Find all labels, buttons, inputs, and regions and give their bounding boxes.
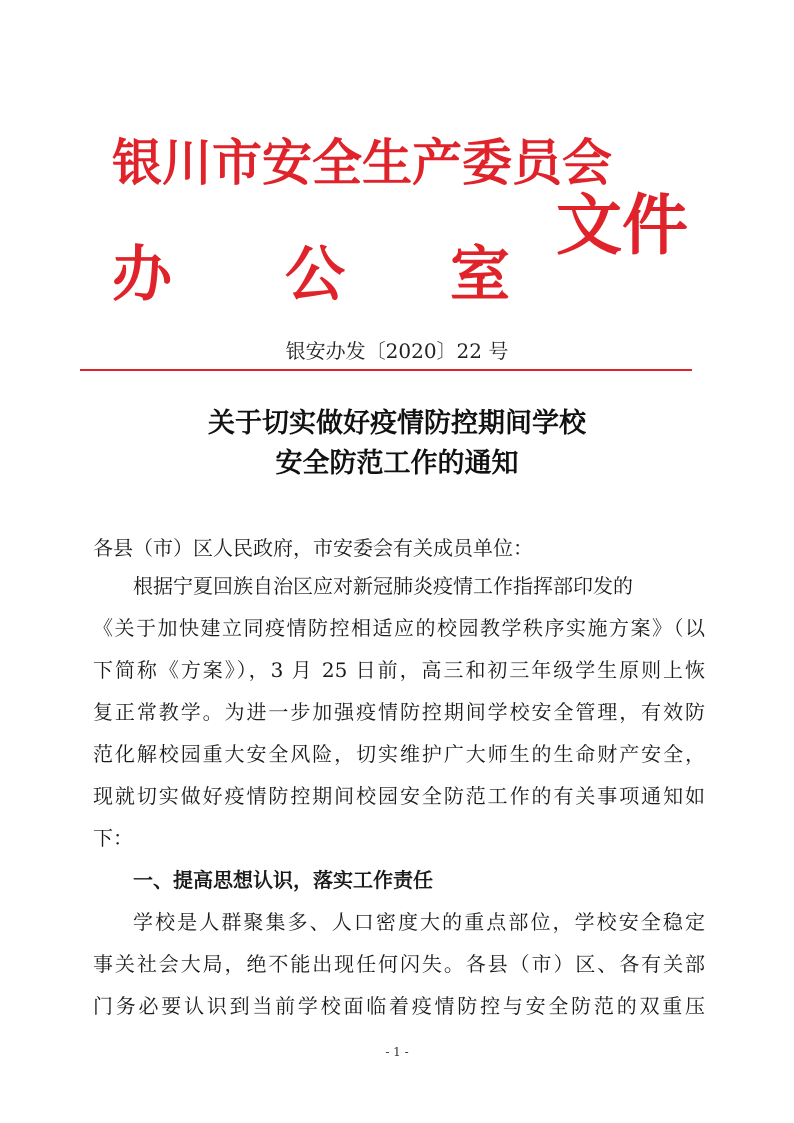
salutation: 各县（市）区人民政府，市安委会有关成员单位： (93, 536, 533, 560)
paragraph-2-line: 学校是人群聚集多、人口密度大的重点部位，学校安全稳定 (133, 910, 705, 934)
paragraph-1-line: 根据宁夏回族自治区应对新冠肺炎疫情工作指挥部印发的 (133, 574, 633, 598)
paragraph-2-line: 门务必要认识到当前学校面临着疫情防控与安全防范的双重压 (93, 994, 705, 1018)
issuer-office-char-3: 室 (450, 240, 510, 310)
issuer-office-char-1: 办 (112, 240, 172, 310)
page-number: - 1 - (385, 1045, 409, 1059)
paragraph-2-line: 事关社会大局，绝不能出现任何闪失。各县（市）区、各有关部 (93, 952, 705, 976)
red-divider-line (80, 369, 692, 371)
paragraph-1-line: 下简称《方案》），3 月 25 日前，高三和初三年级学生原则上恢 (93, 658, 705, 682)
paragraph-1-line: 复正常教学。为进一步加强疫情防控期间学校安全管理，有效防 (93, 700, 705, 724)
paragraph-1-line: 现就切实做好疫情防控期间校园安全防范工作的有关事项通知如 (93, 784, 705, 808)
document-type-label: 文件 (556, 187, 688, 264)
section-heading-1: 一、提高思想认识，落实工作责任 (133, 868, 433, 892)
document-title-line-1: 关于切实做好疫情防控期间学校 (208, 408, 586, 439)
document-number: 银安办发〔2020〕22 号 (285, 339, 509, 363)
paragraph-1-line: 下： (93, 826, 133, 850)
issuer-office-char-2: 公 (285, 240, 345, 310)
issuer-name: 银川市安全生产委员会 (112, 134, 612, 192)
paragraph-1-line: 范化解校园重大安全风险，切实维护广大师生的生命财产安全， (93, 742, 705, 766)
document-title-line-2: 安全防范工作的通知 (275, 448, 519, 479)
paragraph-1-line: 《关于加快建立同疫情防控相适应的校园教学秩序实施方案》（以 (93, 616, 705, 640)
